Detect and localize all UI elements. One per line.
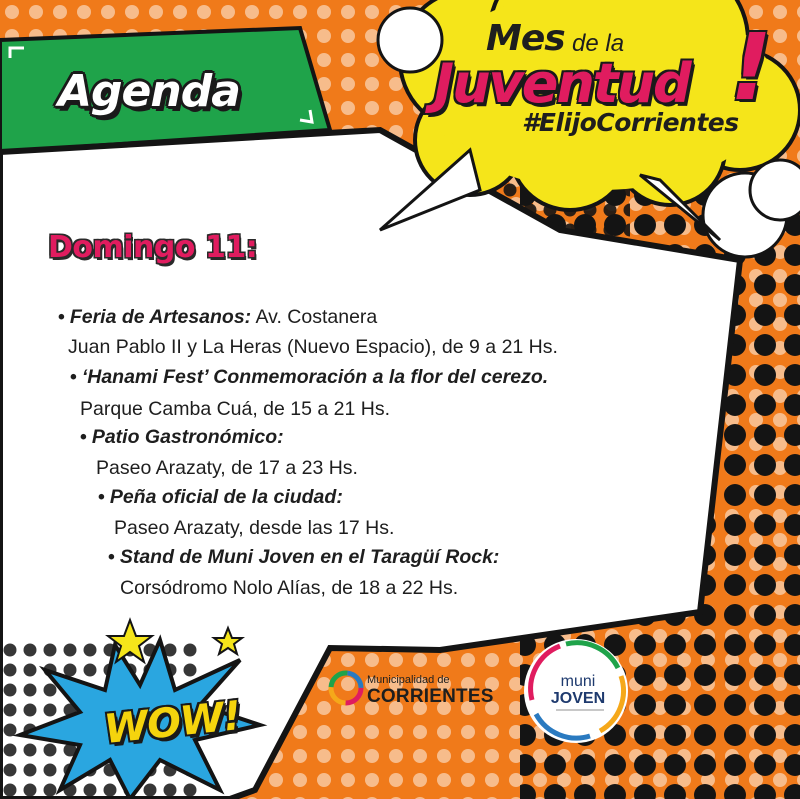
title-exclamation: ! <box>730 14 772 121</box>
event-3-title <box>80 426 284 449</box>
event-1-title <box>58 306 377 329</box>
event-2-title <box>70 366 548 389</box>
event-name: ‘Hanami Fest’ Conmemoración a la flor del cerezo. <box>81 366 549 388</box>
munijoven-logo-top: muni <box>560 673 596 690</box>
title-word-mes: Mes <box>486 18 565 59</box>
event-2-details: Parque Camba Cuá, de 15 a 21 Hs. <box>80 398 391 420</box>
municipality-logo-big-text: CORRIENTES <box>367 686 494 707</box>
event-5-details: Corsódromo Nolo Alías, de 18 a 22 Hs. <box>120 577 459 599</box>
munijoven-logo-underline <box>556 709 604 711</box>
event-3-details: Paseo Arazaty, de 17 a 23 Hs. <box>96 457 358 479</box>
event-name: Feria de Artesanos: <box>69 306 252 328</box>
municipality-logo-small-text: Municipalidad de <box>367 674 450 686</box>
agenda-label: Agenda <box>58 66 240 117</box>
event-5-title <box>108 546 499 569</box>
wow-sticker-text: WOW! <box>101 692 243 754</box>
munijoven-logo-bottom: JOVEN <box>550 690 606 707</box>
bullet: • <box>70 366 77 388</box>
bullet: • <box>108 546 115 568</box>
title-word-dela: de la <box>572 30 625 57</box>
bullet: • <box>58 306 65 328</box>
bullet: • <box>98 486 105 508</box>
title-juventud: Juventud <box>434 52 690 115</box>
event-detail: Av. Costanera <box>251 306 378 328</box>
event-name: Peña oficial de la ciudad: <box>109 486 343 508</box>
event-4-details: Paseo Arazaty, desde las 17 Hs. <box>114 517 395 539</box>
bullet: • <box>80 426 87 448</box>
event-name: Patio Gastronómico: <box>91 426 284 448</box>
day-heading: Domingo 11: <box>48 230 258 265</box>
event-4-title <box>98 486 343 509</box>
event-name: Stand de Muni Joven en el Taragüí Rock: <box>119 546 500 568</box>
hashtag: #ElijoCorrientes <box>522 108 739 137</box>
event-1-details: Juan Pablo II y La Heras (Nuevo Espacio), de 9 a 21 Hs. <box>68 336 558 358</box>
